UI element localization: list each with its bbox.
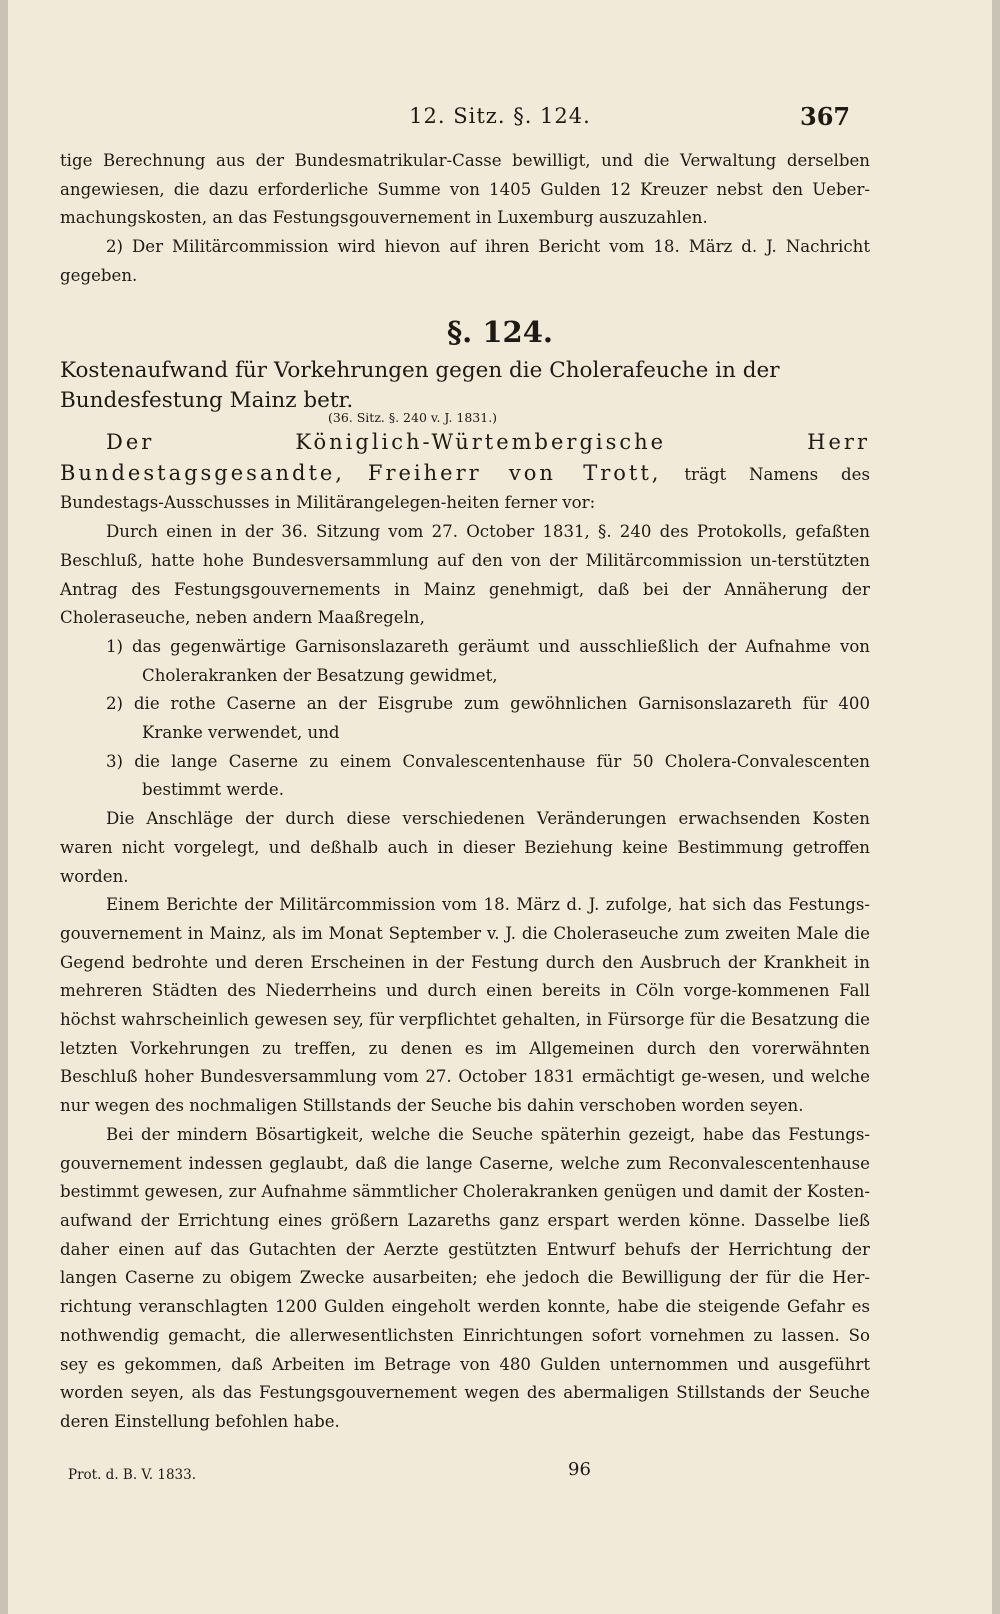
paragraph-4: Bei der mindern Bösartigkeit, welche die Seuche späterhin gezeigt, habe das Festungs-gouvernement indessen geglaubt, daß die lange Caserne, welche zum Reconvalescentenhause bestimmt gewesen, zur Aufnahme sämmtlicher Cholerakranken genügen und damit der Kosten-aufwand der Errichtung eines größern Lazareths ganz erspart werden könne. Dasselbe ließ daher einen auf das Gutachten der Aerzte gestützten Entwurf behufs der Herrichtung der langen Caserne zu obigem Zwecke ausarbeiten; ehe jedoch die Bewilligung der für die Her-richtung veranschlagten 1200 Gulden eingeholt werden konnte, habe die steigende Gefahr es nothwendig gemacht, die allerwesentlichsten Einrichtungen sofort vornehmen zu lassen. So sey es gekommen, daß Arbeiten im Betrage von 480 Gulden unternommen und ausgeführt worden seyen, als das Festungsgouvernement wegen des abermaligen Stillstands der Seuche deren Einstellung befohlen habe.: [60, 1124, 870, 1431]
speaker-name: Freiherr von Trott,: [367, 460, 662, 485]
running-header: 12. Sitz. §. 124.: [409, 104, 591, 128]
paragraph-1: Durch einen in der 36. Sitzung vom 27. October 1831, §. 240 des Protokolls, gefaßten Beschluß, hatte hohe Bundesversammlung auf den von der Militärcommission un-terstützten Antrag des Festungsgouvernements in Mainz genehmigt, daß bei der Annäherung der Choleraseuche, neben andern Maaßregeln,: [60, 522, 870, 628]
list-item: 3) die lange Caserne zu einem Convalescentenhause für 50 Cholera-Convalescenten bestimmt werde.: [106, 751, 870, 800]
list-item: 1) das gegenwärtige Garnisonslazareth geräumt und ausschließlich der Aufnahme von Cholerakranken der Besatzung gewidmet,: [106, 636, 870, 685]
page-number: 367: [800, 102, 851, 131]
intro-paragraph: [60, 428, 870, 518]
continuation-block: [60, 147, 870, 291]
footer-source: Prot. d. B. V. 1833.: [68, 1467, 197, 1483]
paragraph-3: Einem Berichte der Militärcommission vom 18. März d. J. zufolge, hat sich das Festungs-gouvernement in Mainz, als im Monat September v. J. die Choleraseuche zum zweiten Male die Gegend bedrohte und deren Erscheinen in der Festung durch den Ausbruch der Krankheit in mehreren Städten des Niederrheins und durch einen bereits in Cöln vorge-kommenen Fall höchst wahrscheinlich gewesen sey, für verpflichtet gehalten, in Fürsorge für die Besatzung die letzten Vorkehrungen zu treffen, zu denen es im Allgemeinen durch den vorerwähnten Beschluß hoher Bundesversammlung vom 27. October 1831 ermächtigt ge-wesen, und welche nur wegen des nochmaligen Stillstands der Seuche bis dahin verschoben worden seyen.: [60, 895, 870, 1116]
document-page: [8, 0, 992, 1614]
list-item: 2) die rothe Caserne an der Eisgrube zum gewöhnlichen Garnisonslazareth für 400 Kranke verwendet, und: [106, 694, 870, 743]
section-heading: §. 124.: [447, 315, 553, 349]
speaker-title: Der Königlich-Würtembergische Herr Bundestagsgesandte,: [60, 430, 870, 485]
section-reference: (36. Sitz. §. 240 v. J. 1831.): [328, 410, 498, 425]
measures-list: [60, 633, 870, 805]
continuation-item-2: 2) Der Militärcommission wird hievon auf ihren Bericht vom 18. März d. J. Nachricht gegeben.: [60, 237, 870, 285]
body-text: [60, 428, 870, 1437]
footer-signature: 96: [568, 1459, 591, 1480]
paragraph-2: Die Anschläge der durch diese verschiedenen Veränderungen erwachsenden Kosten waren nicht vorgelegt, und deßhalb auch in dieser Beziehung keine Bestimmung getroffen worden.: [60, 809, 870, 886]
section-title: Kostenaufwand für Vorkehrungen gegen die Cholerafeuche in der Bundesfestung Mainz betr.: [60, 358, 780, 413]
intro-text: trägt Namens des Bundestags-Ausschusses in Militärangelegen-heiten ferner vor:: [60, 464, 870, 513]
continuation-paragraph: tige Berechnung aus der Bundesmatrikular-Casse bewilligt, und die Verwaltung derselben angewiesen, die dazu erforderliche Summe von 1405 Gulden 12 Kreuzer nebst den Ueber-machungskosten, an das Festungsgouvernement in Luxemburg auszuzahlen.: [60, 151, 870, 228]
